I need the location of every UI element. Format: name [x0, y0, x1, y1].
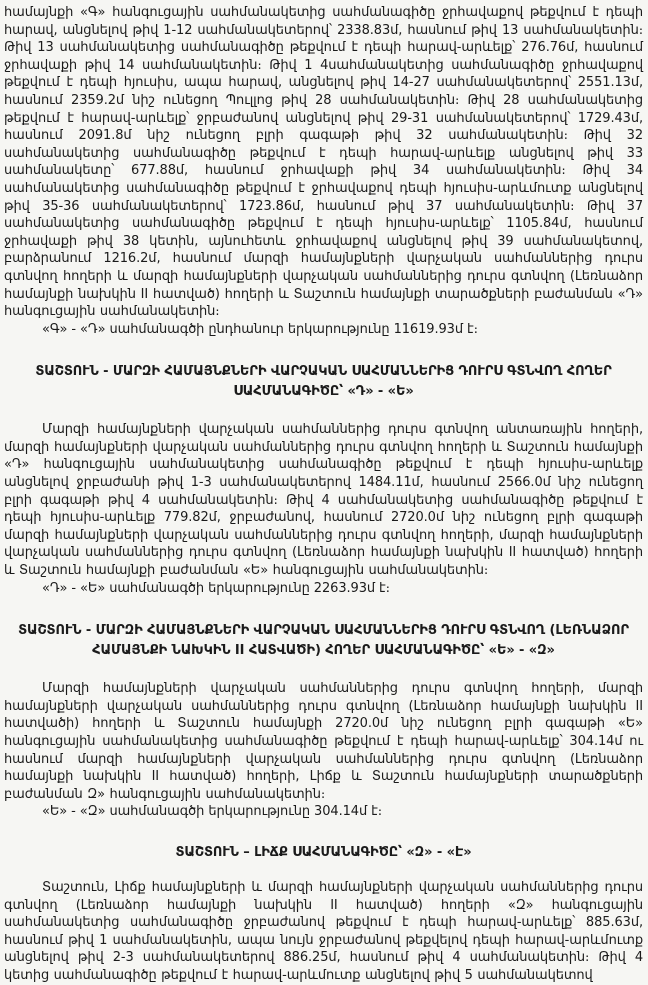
heading-section-e-z: ՏԱՇՏՈՒՆ - ՄԱՐԶԻ ՀԱՄԱՅՆՔՆԵՐԻ ՎԱՐՉԱԿԱՆ ՍԱՀՄԱՆՆԵՐԻՑ ԴՈՒՐՍ ԳՏՆՎՈՂ (ԼԵՌՆԱՁՈՐ ՀԱՄԱՅՆՔԻ ՆԱԽԿԻՆ II ՀԱՏՎԱԾԻ) ՀՈՂԵՐ ՍԱՀՄԱՆԱԳԻԾԸ՝ «Ե» - «Զ» — [18, 623, 629, 659]
paragraph-boundary-z-e7: Տաշտուն, Լիճք համայնքների և մարզի համայնքների վարչական սահմաններից դուրս գտնվող (Լեռնաձոր համայնքի նախկին II հատված) հողերի «Զ» հանգուցային սահմանակետից սահմանագիծը ջրբաժանով թեքվում է դեպի հարավ-արևելք՝ 885.63մ, հասնում թիվ 1 սահմանակետին, ապա նույն ջրբաժանով թեքվելով դեպի հարավ-արևմուտք անցնելով թիվ 2-3 սահմանակետերով 886.25մ, հասնում թիվ 4 սահմանակետին։ Թիվ 4 կետից սահմանագիծը թեքվում է հարավ-արևմուտք անցնելով թիվ 5 սահմանակետով — [4, 879, 643, 983]
length-line-d-e: «Դ» - «Ե» սահմանագծի երկարությունը 2263.93մ է։ — [42, 580, 390, 596]
heading-section-z-e7: ՏԱՇՏՈՒՆ – ԼԻՃՔ ՍԱՀՄԱՆԱԳԻԾԸ՝ «Զ» - «Է» — [175, 844, 472, 860]
heading-section-d-e: ՏԱՇՏՈՒՆ - ՄԱՐԶԻ ՀԱՄԱՅՆՔՆԵՐԻ ՎԱՐՉԱԿԱՆ ՍԱՀՄԱՆՆԵՐԻՑ ԴՈՒՐՍ ԳՏՆՎՈՂ ՀՈՂԵՐ ՍԱՀՄԱՆԱԳԻԾԸ՝ «Դ» - «Ե» — [35, 364, 612, 400]
paragraph-boundary-e-z: Մարզի համայնքների վարչական սահմաններից դուրս գտնվող հողերի, մարզի համայնքների վարչական սահմաններից դուրս գտնվող (Լեռնաձոր համայնքի նախկին II հատվածի) հողերի և Տաշտուն համայնքի 2720.0մ նիշ ունեցող բլրի գագաթի «Ե» հանգուցային սահմանակետից սահմանագիծը թեքվում է դեպի հարավ-արևելք՝ 304.14մ ու հասնում մարզի համայնքների վարչական սահմաններից դուրս գտնվող (Լեռնաձոր համայնքի նախկին II հատված) հողերի, Լիճք և Տաշտուն համայնքների տարածքների բաժանման Զ» հանգուցային սահմանակետին։ — [4, 681, 643, 802]
length-line-g-d: «Գ» - «Դ» սահմանագծի ընդհանուր երկարությունը 11619.93մ է։ — [42, 321, 478, 337]
length-line-e-z: «Ե» - «Զ» սահմանագծի երկարությունը 304.14մ է։ — [42, 804, 382, 820]
paragraph-boundary-g-d: համայնքի «Գ» հանգուցային սահմանակետից սահմանագիծը ջրհավաքով թեքվում է դեպի հարավ, անցնելով թիվ 1-12 սահմանակետերով՝ 2338.83մ, հասնում թիվ 13 սահմանակետին։ Թիվ 13 սահմանակետից սահմանագիծը թեքվում է դեպի հարավ-արևելք՝ 276.76մ, հասնում ջրհավաքի թիվ 14 սահմանակետին։ Թիվ 1 4սահմանակետից սահմանագիծը ջրհավաքով թեքվում է դեպի հյուսիս, ապա հարավ, անցնելով թիվ 14-27 սահմանակետերով՝ 2551.13մ, հասնում 2359.2մ նիշ ունեցող Պուլլոց թիվ 28 սահմանակետին։ Թիվ 28 սահմանակետից թեքվում է հարավ-արևելք՝ ջրբաժանով անցնելով թիվ 29-31 սահմանակետերով՝ 1729.43մ, հասնում 2091.8մ նիշ ունեցող բլրի գագաթի թիվ 32 սահմանակետին։ Թիվ 32 սահմանակետից սահմանագիծը թեքվում է դեպի հարավ-արևելք անցնելով թիվ 33 սահմանակետը՝ 677.88մ, հասնում ջրհավաքի թիվ 34 սահմանակետին։ Թիվ 34 սահմանակետից սահմանագիծը թեքվում է ջրհավաքով դեպի հյուսիս-արևմուտք անցնելով թիվ 35-36 սահմանակետերով՝ 1723.86մ, հասնում թիվ 37 սահմանակետին։ Թիվ 37 սահմանակետից սահմանագիծը թեքվում է դեպի հյուսիս-արևելք՝ 1105.84մ, հասնում ջրհավաքի թիվ 38 կետին, այնուհետև ջրհավաքով անցնելով թիվ 39 սահմանակետով, բարձրանում 1216.2մ, հասնում մարզի համայնքների վարչական սահմաններից դուրս գտնվող հողերի և մարզի համայնքների վարչական սահմաններից դուրս գտնվող (Լեռնաձոր համայնքի նախկին II հատված) հողերի և Տաշտուն համայնքի տարածքների բաժանման «Դ» հանգուցային սահմանակետին։ — [4, 5, 643, 320]
paragraph-boundary-d-e: Մարզի համայնքների վարչական սահմաններից դուրս գտնվող անտառային հողերի, մարզի համայնքների վարչական սահմաններից դուրս գտնվող հողերի և Տաշտուն համայնքի «Դ» հանգուցային սահմանակետից սահմանագիծը թեքվում է դեպի հյուսիս-արևելք անցնելով ջրբաժանի թիվ 1-3 սահմանակետերով 1484.11մ, հասնում 2566.0մ նիշ ունեցող բլրի գագաթի թիվ 4 սահմանակետին։ Թիվ 4 սահմանակետից սահմանագիծը թեքվում է դեպի հյուսիս-արևելք 779.82մ, ջրբաժանով, հասնում 2720.0մ նիշ ունեցող բլրի գագաթի մարզի համայնքների վարչական սահմաններից դուրս գտնվող հողերի, մարզի համայնքների վարչական սահմաններից դուրս գտնվող (Լեռնաձոր համայնքի նախկին II հատված) հողերի և Տաշտուն համայնքի բաժանման «Ե» հանգուցային սահմանակետին։ — [4, 422, 643, 579]
